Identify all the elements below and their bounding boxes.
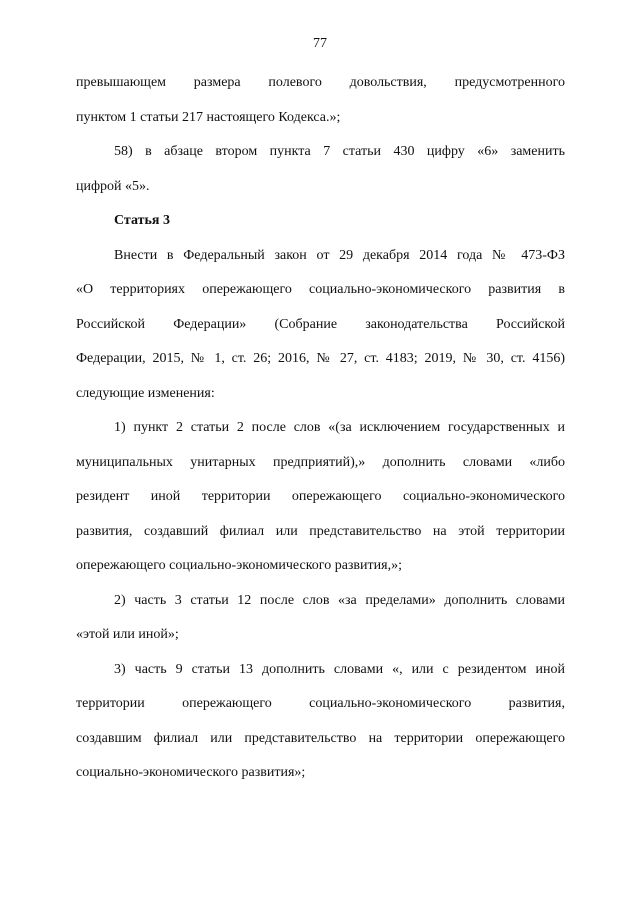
text-line: 1) пункт 2 статьи 2 после слов «(за исключением государственных и xyxy=(114,420,565,435)
text-line: пунктом 1 статьи 217 настоящего Кодекса.»; xyxy=(76,109,341,125)
text-line: цифрой «5». xyxy=(76,178,150,194)
text-line: территории опережающего социально-экономического развития, xyxy=(76,696,565,711)
text-line: опережающего социально-экономического развития,»; xyxy=(76,558,402,573)
text-line: «О территориях опережающего социально-экономического развития в xyxy=(76,282,565,297)
text-line: 58) в абзаце втором пункта 7 статьи 430 цифру «6» заменить xyxy=(114,144,565,159)
article-heading: Статья 3 xyxy=(114,213,170,228)
text-line: 2) часть 3 статьи 12 после слов «за пределами» дополнить словами xyxy=(114,592,565,608)
text-line: «этой или иной»; xyxy=(76,627,179,642)
document-body xyxy=(76,66,565,791)
page-number: 77 xyxy=(313,36,327,51)
text-line: превышающем размера полевого довольствия, предусмотренного xyxy=(76,75,565,90)
text-line: социально-экономического развития»; xyxy=(76,765,306,780)
text-line: Федерации, 2015, № 1, ст. 26; 2016, № 27, ст. 4183; 2019, № 30, ст. 4156) xyxy=(76,351,565,366)
text-line: Внести в Федеральный закон от 29 декабря 2014 года № 473-ФЗ xyxy=(114,247,565,263)
text-line: следующие изменения: xyxy=(76,385,215,401)
text-line: создавшим филиал или представительство на территории опережающего xyxy=(76,730,565,746)
text-line: развития, создавший филиал или представительство на этой территории xyxy=(76,523,565,539)
text-line: 3) часть 9 статьи 13 дополнить словами «, или с резидентом иной xyxy=(114,661,565,677)
text-line: муниципальных унитарных предприятий),» дополнить словами «либо xyxy=(76,454,565,470)
text-line: Российской Федерации» (Собрание законодательства Российской xyxy=(76,316,565,332)
text-line: резидент иной территории опережающего социально-экономического xyxy=(76,489,565,504)
